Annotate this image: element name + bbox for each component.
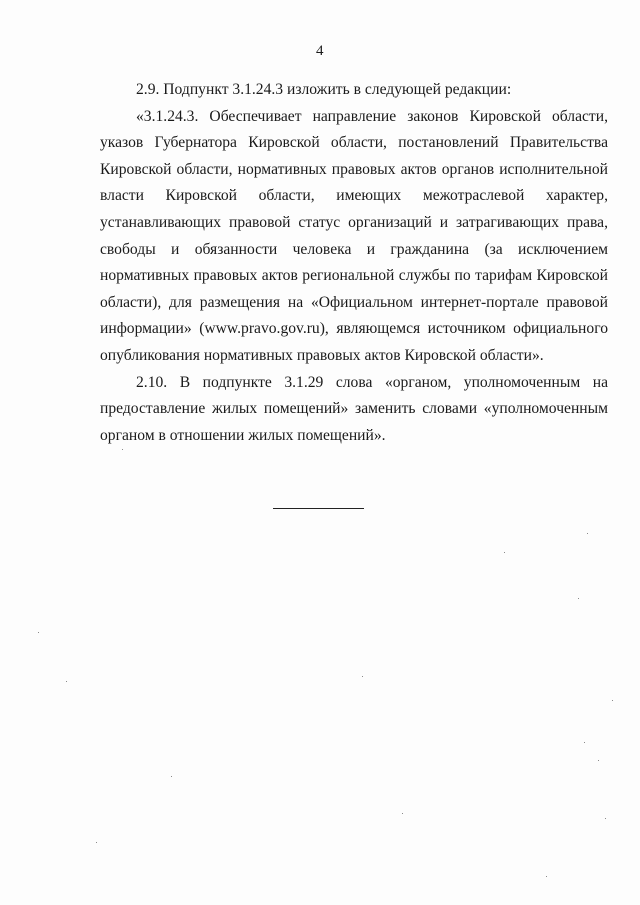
- scan-speck: [504, 552, 505, 553]
- scan-speck: [598, 760, 599, 761]
- scan-speck: [605, 818, 606, 819]
- scan-speck: [66, 681, 67, 682]
- scan-speck: [546, 876, 547, 877]
- page-number: 4: [316, 43, 324, 59]
- scan-speck: [171, 776, 172, 777]
- scan-speck: [38, 632, 39, 633]
- end-separator-line: [273, 508, 364, 509]
- scan-speck: [578, 598, 579, 599]
- paragraph-3-1-24-3: «3.1.24.3. Обеспечивает направление законов Кировской области, указов Губернатора Кировской области, постановлений Правительства Кировской области, нормативных правовых актов органов исполнительной власти Кировской области, имеющих межотраслевой характер, устанавливающих правовой статус организаций и затрагивающих права, свободы и обязанности человека и гражданина (за исключением нормативных правовых актов региональной службы по тарифам Кировской области), для размещения на «Официальном интернет-портале правовой информации» (www.pravo.gov.ru), являющемся источником официального опубликования нормативных правовых актов Кировской области».: [100, 107, 608, 364]
- scan-speck: [122, 449, 123, 450]
- scan-speck: [612, 700, 613, 701]
- scan-speck: [362, 676, 363, 677]
- paragraph-2-9: 2.9. Подпункт 3.1.24.3 изложить в следующей редакции:: [136, 81, 512, 98]
- scan-speck: [96, 842, 97, 843]
- scan-speck: [584, 742, 585, 743]
- scan-speck: [402, 813, 403, 814]
- document-body: [100, 77, 608, 449]
- scan-speck: [587, 533, 588, 534]
- paragraph-2-10: 2.10. В подпункте 3.1.29 слова «органом, уполномоченным на предоставление жилых помещений» заменить словами «уполномоченным органом в отношении жилых помещений».: [100, 373, 608, 444]
